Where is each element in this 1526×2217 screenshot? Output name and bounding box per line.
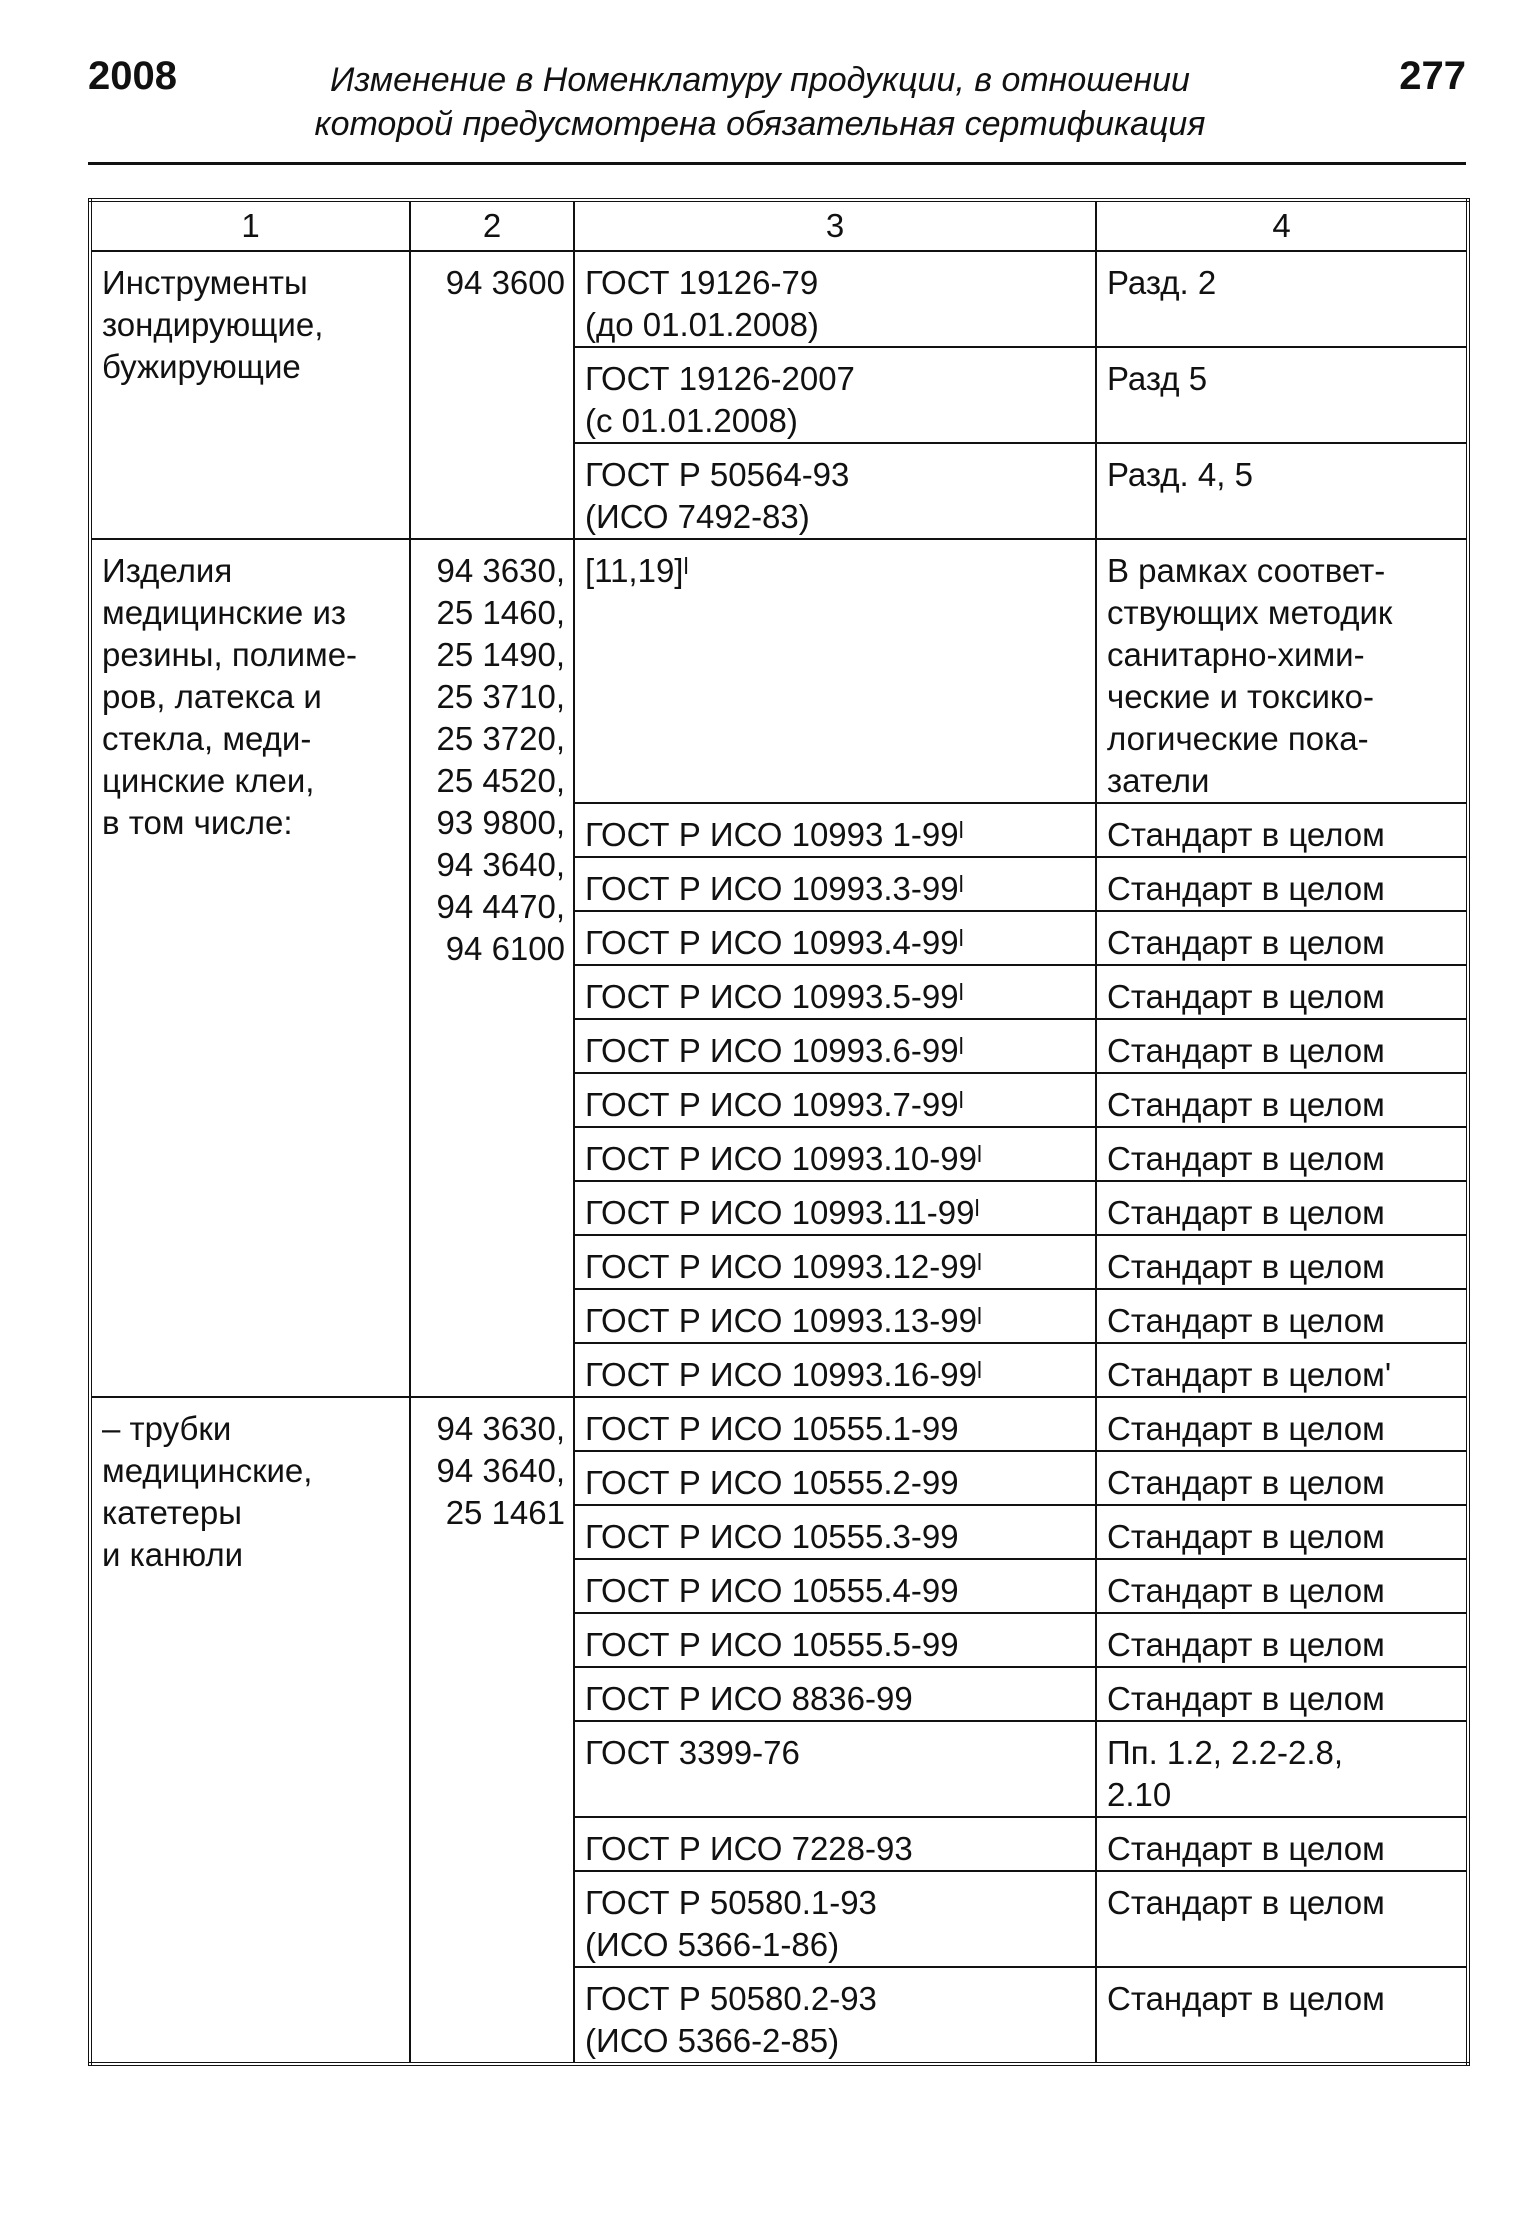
cell-line: (до 01.01.2008) bbox=[585, 306, 819, 343]
cell-line: 25 1461 bbox=[445, 1494, 565, 1531]
table-header-row bbox=[90, 200, 1468, 251]
standard-document-cell bbox=[574, 1397, 1096, 1451]
cell-line: Стандарт в целом bbox=[1107, 1572, 1385, 1609]
cell-line: 25 1490, bbox=[436, 636, 565, 673]
requirements-cell bbox=[1096, 1397, 1468, 1451]
requirements-cell bbox=[1096, 1235, 1468, 1289]
cell-line: Стандарт в целом bbox=[1107, 870, 1385, 907]
cell-line: ГОСТ Р ИСО 10993.3-99ˡ bbox=[585, 870, 964, 907]
standard-document-cell bbox=[574, 965, 1096, 1019]
requirements-cell bbox=[1096, 1451, 1468, 1505]
cell-line: Стандарт в целом bbox=[1107, 1830, 1385, 1867]
cell-line: ГОСТ 19126-79 bbox=[585, 264, 819, 301]
standard-document-cell bbox=[574, 1817, 1096, 1871]
cell-line: бужирующие bbox=[102, 348, 301, 385]
standard-document-cell bbox=[574, 911, 1096, 965]
cell-line: ГОСТ Р ИСО 8836-99 bbox=[585, 1680, 913, 1717]
cell-line: ГОСТ Р ИСО 10555.1-99 bbox=[585, 1410, 959, 1447]
cell-line: Стандарт в целом bbox=[1107, 1194, 1385, 1231]
requirements-cell bbox=[1096, 911, 1468, 965]
cell-line: резины, полиме- bbox=[102, 636, 358, 673]
cell-line: Стандарт в целом bbox=[1107, 1518, 1385, 1555]
cell-line: ГОСТ Р ИСО 10993.7-99ˡ bbox=[585, 1086, 964, 1123]
standard-document-cell bbox=[574, 1235, 1096, 1289]
cell-line: цинские клеи, bbox=[102, 762, 315, 799]
cell-line: ГОСТ Р ИСО 10993.10-99ˡ bbox=[585, 1140, 983, 1177]
cell-line: ГОСТ Р ИСО 10993.11-99ˡ bbox=[585, 1194, 980, 1231]
cell-line: Разд. 2 bbox=[1107, 264, 1217, 301]
certification-table bbox=[88, 198, 1470, 2066]
cell-line: ГОСТ Р 50564-93 bbox=[585, 456, 850, 493]
cell-line: 94 6100 bbox=[445, 930, 565, 967]
cell-line: ров, латекса и bbox=[102, 678, 322, 715]
product-name-cell bbox=[90, 539, 410, 1397]
table-row bbox=[90, 539, 1468, 803]
cell-line: (ИСО 7492-83) bbox=[585, 498, 810, 535]
header-title-line-2: которой предусмотрена обязательная сертификация bbox=[314, 105, 1206, 143]
standard-document-cell bbox=[574, 1967, 1096, 2064]
cell-line: медицинские из bbox=[102, 594, 347, 631]
product-name-cell bbox=[90, 251, 410, 539]
cell-line: Стандарт в целом bbox=[1107, 1626, 1385, 1663]
cell-line: ГОСТ Р ИСО 10993.16-99ˡ bbox=[585, 1356, 983, 1393]
cell-line: ГОСТ Р ИСО 10993.12-99ˡ bbox=[585, 1248, 983, 1285]
header-year: 2008 bbox=[88, 54, 177, 98]
requirements-cell bbox=[1096, 1967, 1468, 2064]
standard-document-cell bbox=[574, 1343, 1096, 1397]
cell-line: Стандарт в целом bbox=[1107, 1980, 1385, 2017]
requirements-cell bbox=[1096, 857, 1468, 911]
cell-line: санитарно-хими- bbox=[1107, 636, 1365, 673]
standard-document-cell bbox=[574, 1019, 1096, 1073]
cell-line: 94 3640, bbox=[436, 846, 565, 883]
cell-line: ГОСТ Р 50580.1-93 bbox=[585, 1884, 877, 1921]
header-rule bbox=[88, 162, 1466, 165]
standard-document-cell bbox=[574, 1127, 1096, 1181]
cell-line: 94 3600 bbox=[445, 264, 565, 301]
requirements-cell bbox=[1096, 803, 1468, 857]
cell-line: ГОСТ Р ИСО 7228-93 bbox=[585, 1830, 913, 1867]
requirements-cell bbox=[1096, 1613, 1468, 1667]
requirements-cell bbox=[1096, 443, 1468, 539]
standard-document-cell bbox=[574, 1721, 1096, 1817]
cell-line: зондирующие, bbox=[102, 306, 324, 343]
cell-line: ГОСТ Р ИСО 10555.3-99 bbox=[585, 1518, 959, 1555]
cell-line: (с 01.01.2008) bbox=[585, 402, 798, 439]
standard-document-cell bbox=[574, 803, 1096, 857]
requirements-cell bbox=[1096, 539, 1468, 803]
cell-line: Изделия bbox=[102, 552, 233, 589]
cell-line: ГОСТ Р ИСО 10993 1-99ˡ bbox=[585, 816, 964, 853]
cell-line: Стандарт в целом bbox=[1107, 1140, 1385, 1177]
column-header-1: 1 bbox=[90, 200, 410, 251]
requirements-cell bbox=[1096, 251, 1468, 347]
requirements-cell bbox=[1096, 347, 1468, 443]
cell-line: ГОСТ Р ИСО 10993.6-99ˡ bbox=[585, 1032, 964, 1069]
standard-document-cell bbox=[574, 1667, 1096, 1721]
cell-line: Стандарт в целом bbox=[1107, 1464, 1385, 1501]
cell-line: (ИСО 5366-2-85) bbox=[585, 2022, 840, 2059]
cell-line: Инструменты bbox=[102, 264, 308, 301]
cell-line: ГОСТ Р ИСО 10555.5-99 bbox=[585, 1626, 959, 1663]
standard-document-cell bbox=[574, 1871, 1096, 1967]
standard-document-cell bbox=[574, 857, 1096, 911]
cell-line: 94 3630, bbox=[436, 1410, 565, 1447]
cell-line: ствующих методик bbox=[1107, 594, 1393, 631]
cell-line: 93 9800, bbox=[436, 804, 565, 841]
standard-document-cell bbox=[574, 1559, 1096, 1613]
cell-line: 94 3640, bbox=[436, 1452, 565, 1489]
cell-line: [11,19]ˡ bbox=[585, 552, 689, 589]
cell-line: Стандарт в целом bbox=[1107, 1302, 1385, 1339]
cell-line: В рамках соответ- bbox=[1107, 552, 1386, 589]
cell-line: ГОСТ 19126-2007 bbox=[585, 360, 855, 397]
cell-line: 25 3720, bbox=[436, 720, 565, 757]
cell-line: ГОСТ Р ИСО 10993.13-99ˡ bbox=[585, 1302, 983, 1339]
cell-line: – трубки bbox=[102, 1410, 232, 1447]
cell-line: Стандарт в целом bbox=[1107, 1248, 1385, 1285]
cell-line: Стандарт в целом bbox=[1107, 1884, 1385, 1921]
cell-line: 25 4520, bbox=[436, 762, 565, 799]
requirements-cell bbox=[1096, 965, 1468, 1019]
requirements-cell bbox=[1096, 1505, 1468, 1559]
standard-document-cell bbox=[574, 1505, 1096, 1559]
standard-document-cell bbox=[574, 1289, 1096, 1343]
okp-code-cell bbox=[410, 1397, 574, 2064]
cell-line: 2.10 bbox=[1107, 1776, 1172, 1813]
standard-document-cell bbox=[574, 1613, 1096, 1667]
okp-code-cell bbox=[410, 251, 574, 539]
standard-document-cell bbox=[574, 251, 1096, 347]
cell-line: Разд 5 bbox=[1107, 360, 1208, 397]
standard-document-cell bbox=[574, 1451, 1096, 1505]
cell-line: ческие и токсико- bbox=[1107, 678, 1375, 715]
page-number: 277 bbox=[1399, 54, 1466, 98]
column-header-2: 2 bbox=[410, 200, 574, 251]
cell-line: Стандарт в целом bbox=[1107, 978, 1385, 1015]
table-row bbox=[90, 251, 1468, 347]
header-title-line-1: Изменение в Номенклатуру продукции, в отношении bbox=[330, 61, 1190, 99]
cell-line: ГОСТ Р ИСО 10555.2-99 bbox=[585, 1464, 959, 1501]
header-title bbox=[200, 58, 1320, 146]
cell-line: стекла, меди- bbox=[102, 720, 312, 757]
standard-document-cell bbox=[574, 539, 1096, 803]
cell-line: Стандарт в целом bbox=[1107, 816, 1385, 853]
cell-line: ГОСТ 3399-76 bbox=[585, 1734, 800, 1771]
standard-document-cell bbox=[574, 1181, 1096, 1235]
cell-line: Стандарт в целом bbox=[1107, 1086, 1385, 1123]
cell-line: Стандарт в целом bbox=[1107, 924, 1385, 961]
standard-document-cell bbox=[574, 443, 1096, 539]
cell-line: 94 4470, bbox=[436, 888, 565, 925]
cell-line: Стандарт в целом bbox=[1107, 1680, 1385, 1717]
okp-code-cell bbox=[410, 539, 574, 1397]
requirements-cell bbox=[1096, 1181, 1468, 1235]
cell-line: катетеры bbox=[102, 1494, 242, 1531]
requirements-cell bbox=[1096, 1073, 1468, 1127]
cell-line: ГОСТ Р ИСО 10993.4-99ˡ bbox=[585, 924, 964, 961]
standard-document-cell bbox=[574, 347, 1096, 443]
column-header-4: 4 bbox=[1096, 200, 1468, 251]
standard-document-cell bbox=[574, 1073, 1096, 1127]
requirements-cell bbox=[1096, 1289, 1468, 1343]
cell-line: 25 3710, bbox=[436, 678, 565, 715]
cell-line: Стандарт в целом bbox=[1107, 1410, 1385, 1447]
requirements-cell bbox=[1096, 1343, 1468, 1397]
requirements-cell bbox=[1096, 1559, 1468, 1613]
cell-line: в том числе: bbox=[102, 804, 293, 841]
product-name-cell bbox=[90, 1397, 410, 2064]
cell-line: ГОСТ Р 50580.2-93 bbox=[585, 1980, 877, 2017]
cell-line: логические пока- bbox=[1107, 720, 1369, 757]
table-row bbox=[90, 1397, 1468, 1451]
column-header-3: 3 bbox=[574, 200, 1096, 251]
cell-line: затели bbox=[1107, 762, 1210, 799]
requirements-cell bbox=[1096, 1871, 1468, 1967]
cell-line: 94 3630, bbox=[436, 552, 565, 589]
requirements-cell bbox=[1096, 1667, 1468, 1721]
cell-line: Разд. 4, 5 bbox=[1107, 456, 1253, 493]
requirements-cell bbox=[1096, 1019, 1468, 1073]
cell-line: ГОСТ Р ИСО 10993.5-99ˡ bbox=[585, 978, 964, 1015]
cell-line: ГОСТ Р ИСО 10555.4-99 bbox=[585, 1572, 959, 1609]
requirements-cell bbox=[1096, 1721, 1468, 1817]
cell-line: 25 1460, bbox=[436, 594, 565, 631]
requirements-cell bbox=[1096, 1817, 1468, 1871]
cell-line: Стандарт в целом' bbox=[1107, 1356, 1392, 1393]
cell-line: (ИСО 5366-1-86) bbox=[585, 1926, 840, 1963]
cell-line: и канюли bbox=[102, 1536, 244, 1573]
requirements-cell bbox=[1096, 1127, 1468, 1181]
cell-line: медицинские, bbox=[102, 1452, 313, 1489]
cell-line: Пп. 1.2, 2.2-2.8, bbox=[1107, 1734, 1344, 1771]
cell-line: Стандарт в целом bbox=[1107, 1032, 1385, 1069]
